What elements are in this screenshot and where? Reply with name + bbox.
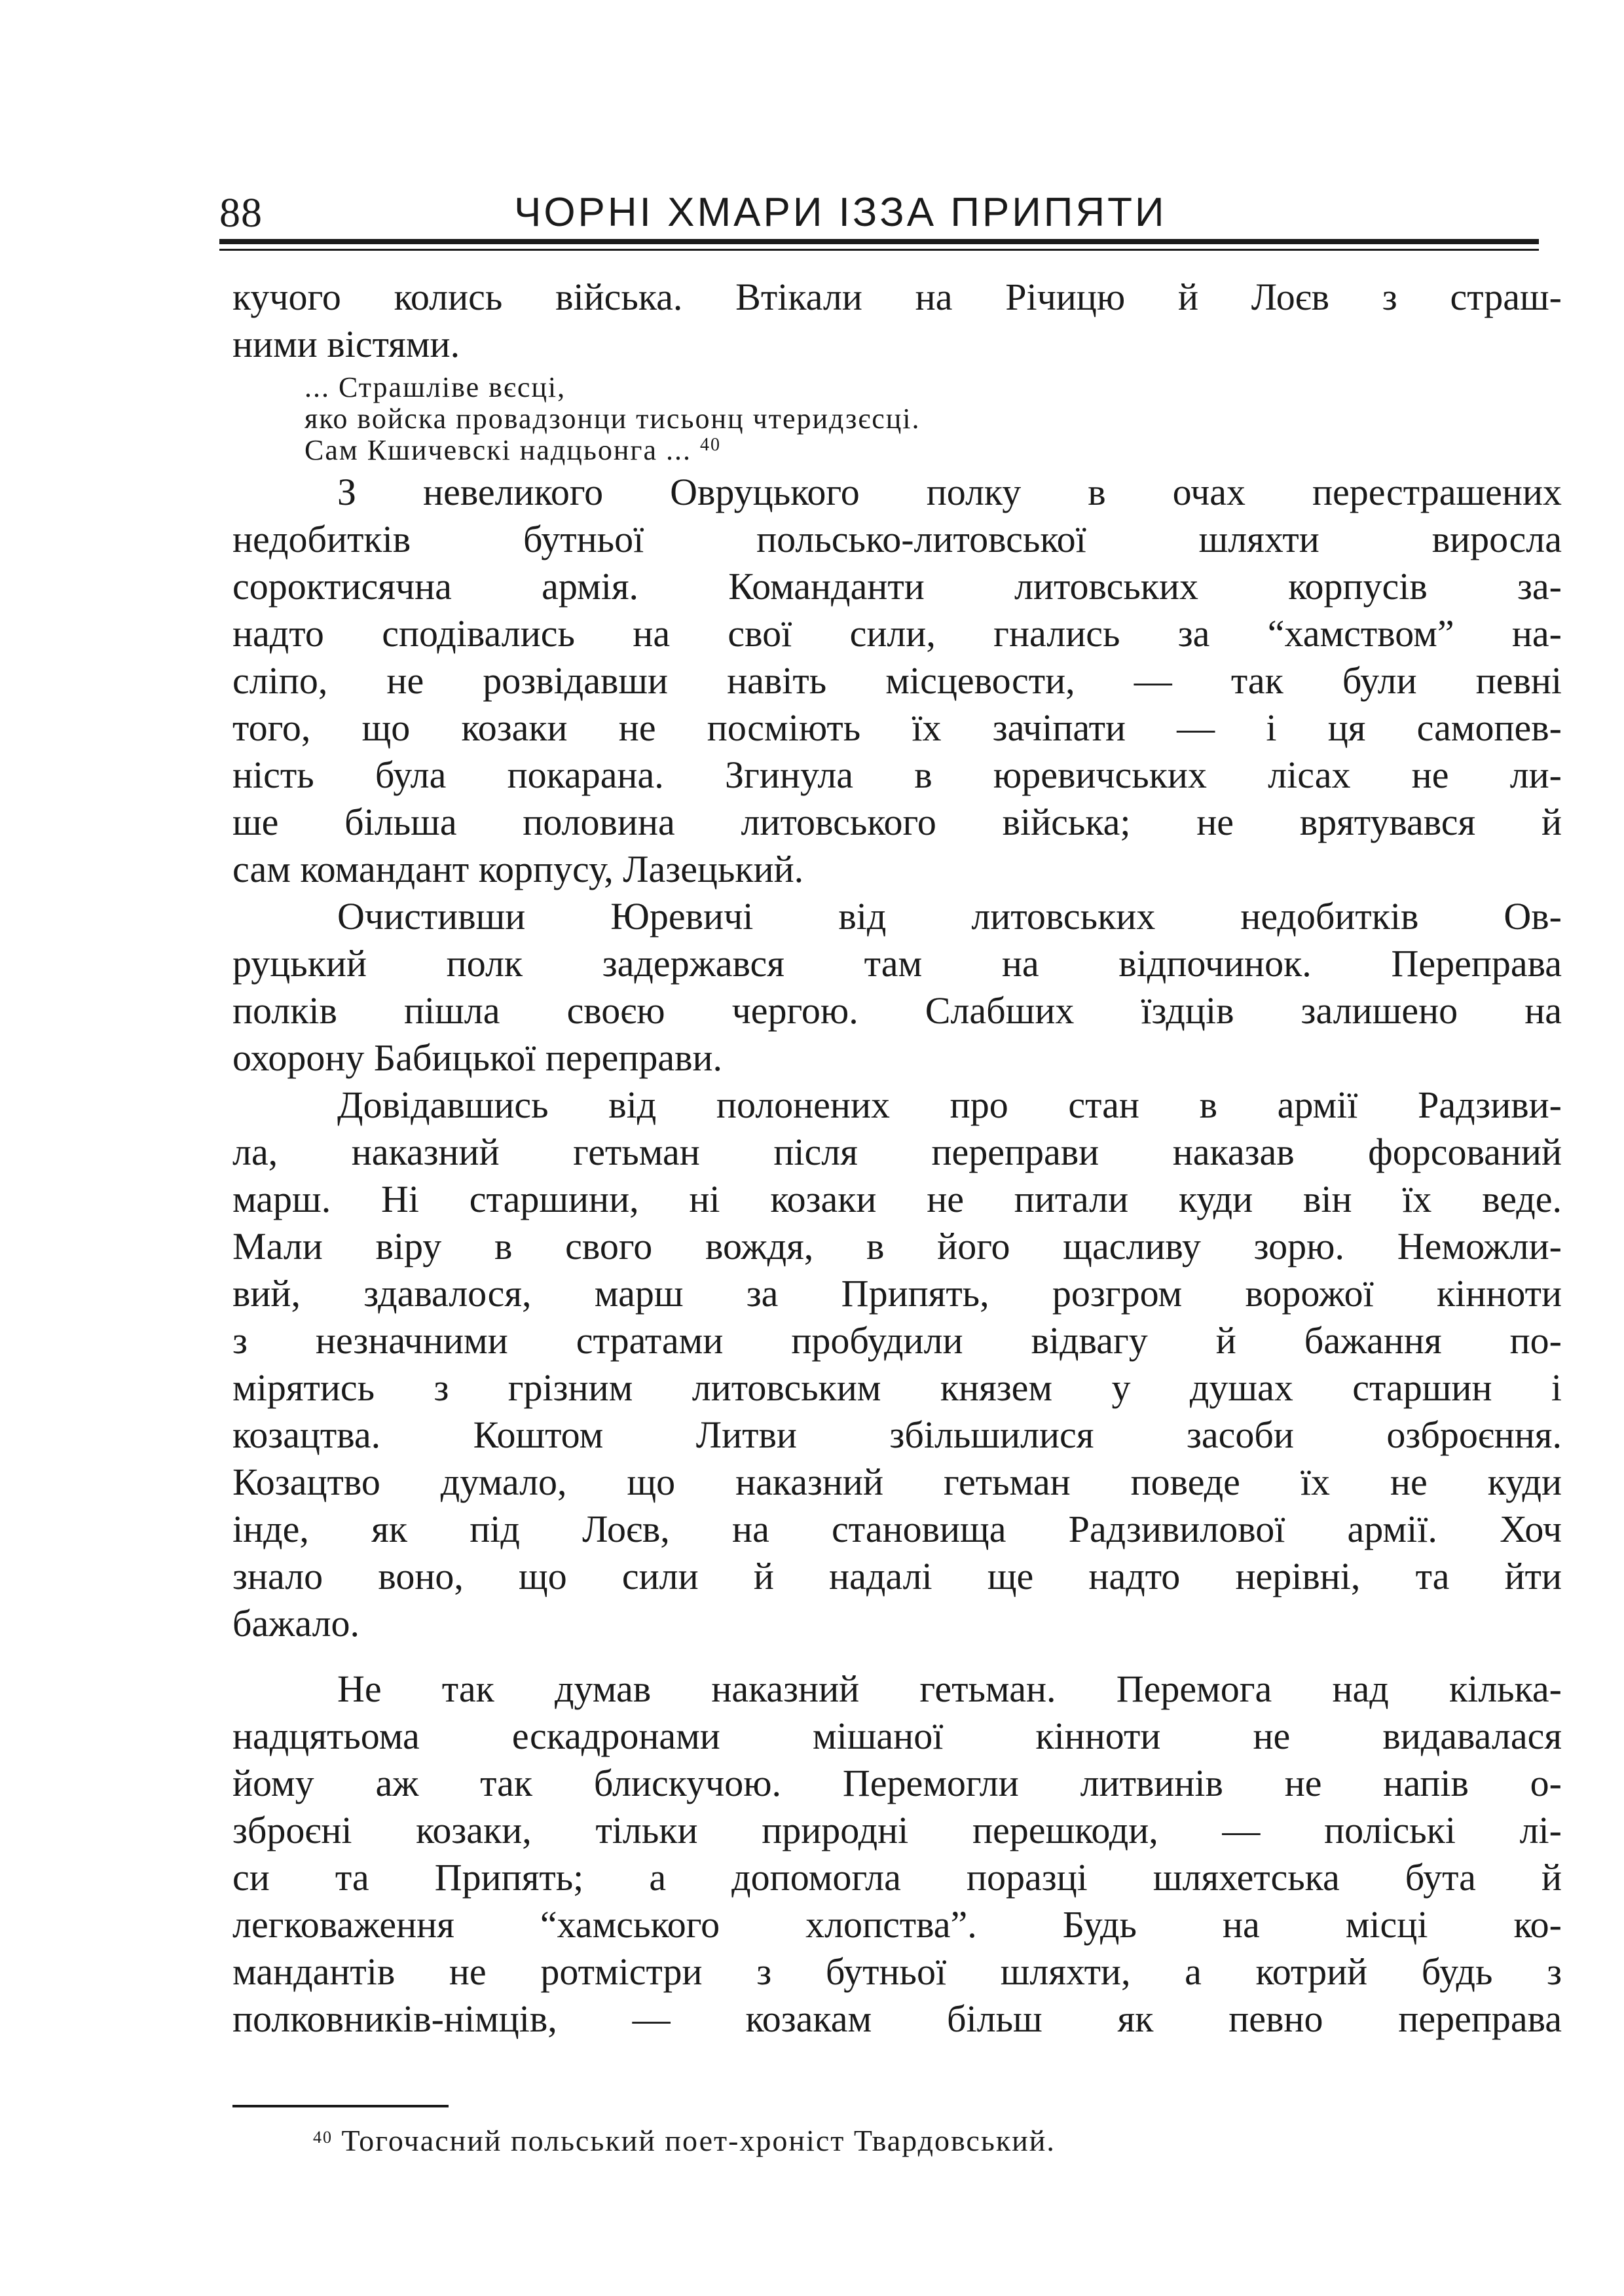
paragraph	[232, 1666, 1562, 2043]
text-line: козацтва. Коштом Литви збільшилися засоби озброєння.	[232, 1413, 1562, 1456]
text-line: полків пішла своєю чергою. Слабших їздців залишено на	[232, 989, 1562, 1032]
text-line: си та Припять; а допомогла поразці шляхетська бута й	[232, 1856, 1562, 1899]
text-line: Козацтво думало, що наказний гетьман поведе їх не куди	[232, 1461, 1562, 1503]
text-line: Довідавшись від полонених про стан в армії Радзиви-	[337, 1084, 1562, 1126]
header-rule-thin	[219, 249, 1539, 251]
text-line: недобитків бутньої польсько-литовської шляхти виросла	[232, 518, 1562, 560]
text-line: Очистивши Юревичі від литовських недобитків Ов-	[337, 895, 1562, 938]
footnote-rule	[232, 2105, 449, 2107]
text-line: охорону Бабицької переправи.	[232, 1036, 723, 1079]
text-line: сороктисячна армія. Команданти литовських корпусів за-	[232, 565, 1562, 608]
running-title: ЧОРНІ ХМАРИ ІЗЗА ПРИПЯТИ	[514, 190, 1167, 235]
paragraph	[232, 893, 1562, 1082]
body-text	[232, 274, 1562, 2043]
verse-line: ... Страшліве вєсці,	[304, 371, 566, 403]
page-number: 88	[219, 189, 263, 236]
footnote-number: 40	[313, 2128, 333, 2147]
paragraph	[232, 1082, 1562, 1647]
text-line: знало воно, що сили й надалі ще надто нерівні, та йти	[232, 1555, 1562, 1597]
verse-line-text: Сам Кшичевскі надцьонга ...	[304, 434, 692, 466]
text-line: мандантів не ротмістри з бутньої шляхти, а котрий будь з	[232, 1950, 1562, 1993]
text-line: ше більша половина литовського війська; не врятувався й	[232, 801, 1562, 843]
text-line: марш. Ні старшини, ні козаки не питали куди він їх веде.	[232, 1178, 1562, 1220]
text-line: бажало.	[232, 1602, 360, 1645]
text-line: Мали віру в свого вождя, в його щасливу зорю. Неможли-	[232, 1225, 1562, 1267]
verse-line	[304, 435, 1562, 466]
text-line: Не так думав наказний гетьман. Перемога над кілька-	[337, 1667, 1562, 1710]
text-line: мірятись з грізним литовським князем у душах старшин і	[232, 1366, 1562, 1409]
footnote-reference: 40	[700, 435, 722, 455]
text-line: кучого колись війська. Втікали на Річицю й Лоєв з страш-	[232, 276, 1562, 318]
paragraph-gap	[232, 1647, 1562, 1666]
page-header	[219, 187, 1542, 239]
text-line: руцький полк задержався там на відпочинок. Переправа	[232, 942, 1562, 985]
text-line: ними вістями.	[232, 323, 460, 365]
text-line: зброєні козаки, тільки природні перешкоди, — поліські лі-	[232, 1809, 1562, 1851]
text-line: полковників-німців, — козакам більш як певно переправа	[232, 1997, 1562, 2040]
text-line: ла, наказний гетьман після переправи наказав форсований	[232, 1131, 1562, 1173]
text-line: надто сподівались на свої сили, гнались за “хамством” на-	[232, 612, 1562, 655]
verse-quote	[304, 372, 1562, 466]
text-line: того, що козаки не посміють їх зачіпати — і ця самопев-	[232, 706, 1562, 749]
header-rule	[219, 239, 1539, 244]
text-line: вий, здавалося, марш за Припять, розгром ворожої кінноти	[232, 1272, 1562, 1315]
text-line: йому аж так блискучою. Перемогли литвинів не напів о-	[232, 1762, 1562, 1804]
footnote-text: Тогочасний польський поет-хроніст Твардовський.	[341, 2124, 1056, 2157]
text-line: інде, як під Лоєв, на становища Радзивилової армії. Хоч	[232, 1508, 1562, 1550]
text-line: ність була покарана. Згинула в юревичських лісах не ли-	[232, 754, 1562, 796]
verse-line: яко войска провадзонци тисьонц чтеридзєсці.	[304, 403, 921, 435]
text-line: сам командант корпусу, Лазецький.	[232, 848, 804, 890]
text-line: з незначними стратами пробудили відвагу й бажання по-	[232, 1319, 1562, 1362]
footnote	[313, 2121, 1056, 2160]
text-line: З невеликого Овруцького полку в очах перестрашених	[337, 471, 1562, 513]
paragraph	[232, 469, 1562, 893]
text-line: легковаження “хамського хлопства”. Будь на місці ко-	[232, 1903, 1562, 1946]
text-line: надцятьома ескадронами мішаної кінноти не видавалася	[232, 1715, 1562, 1757]
text-line: сліпо, не розвідавши навіть місцевости, — так були певні	[232, 659, 1562, 702]
